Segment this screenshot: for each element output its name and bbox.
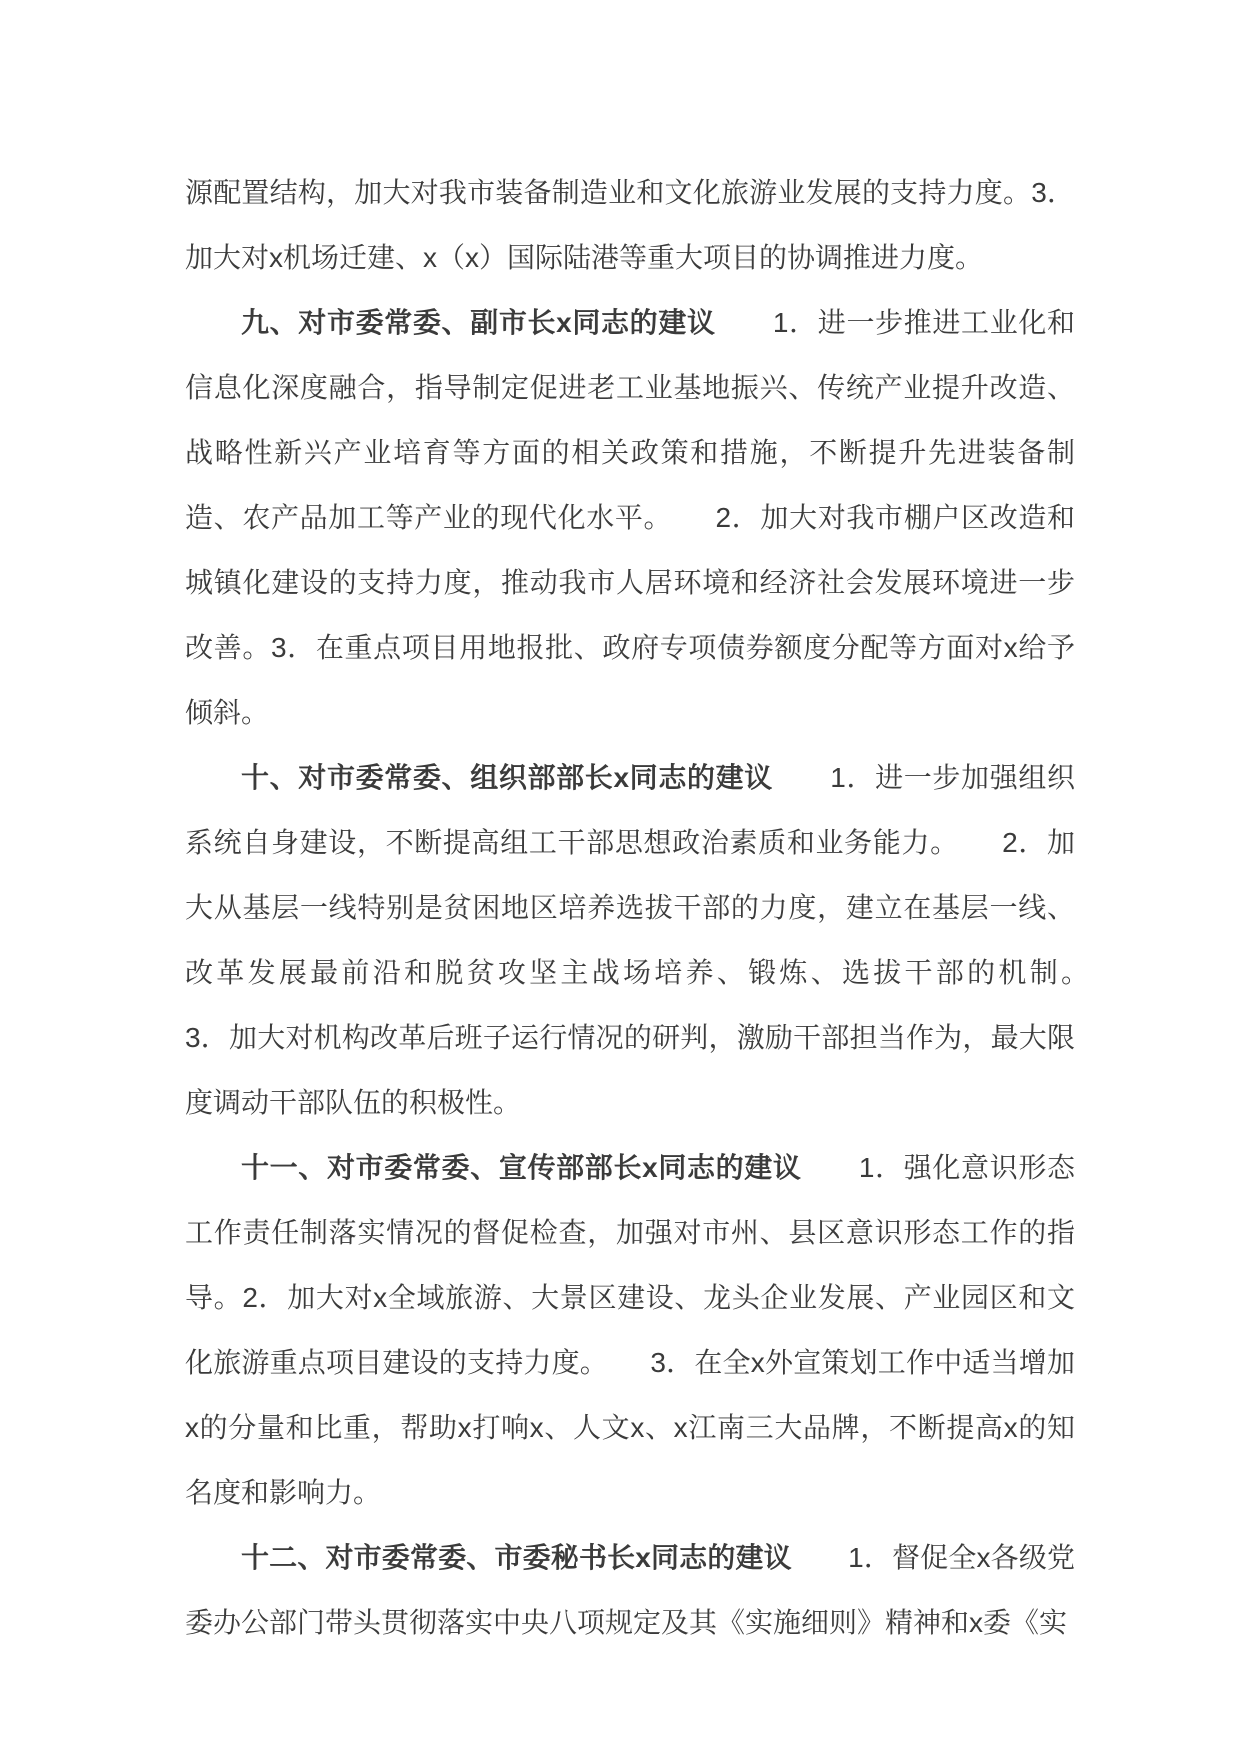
paragraph-text: 1．进一步加强组织系统自身建设，不断提高组工干部思想政治素质和业务能力。 2．加大从基层一线特别是贫困地区培养选拔干部的力度，建立在基层一线、改革发展最前沿和脱贫攻坚主战场培养、锻炼、选拔干部的机制。 3．加大对机构改革后班子运行情况的研判，激励干部担当作为，最大限度调动干部队伍的积极性。 — [185, 762, 1132, 1118]
paragraph-text: 1．进一步推进工业化和信息化深度融合，指导制定促进老工业基地振兴、传统产业提升改造、战略性新兴产业培育等方面的相关政策和措施，不断提升先进装备制造、农产品加工等产业的现代化水平。 2．加大对我市棚户区改造和城镇化建设的支持力度，推动我市人居环境和经济社会发展环境进一步改善。3．在重点项目用地报批、政府专项债券额度分配等方面对x给予倾斜。 — [185, 307, 1075, 728]
paragraph — [185, 290, 1075, 745]
paragraph-text: 源配置结构，加大对我市装备制造业和文化旅游业发展的支持力度。3．加大对x机场迁建、x（x）国际陆港等重大项目的协调推进力度。 — [185, 177, 1075, 273]
section-heading: 十一、对市委常委、宣传部部长x同志的建议 — [241, 1152, 802, 1183]
section-heading: 九、对市委常委、副市长x同志的建议 — [241, 307, 716, 338]
section-heading: 十二、对市委常委、市委秘书长x同志的建议 — [241, 1542, 792, 1573]
paragraph — [185, 1135, 1075, 1525]
paragraph — [185, 1525, 1075, 1655]
paragraph — [185, 745, 1132, 1135]
paragraph-text: 1．督促全x各级党委办公部门带头贯彻落实中央八项规定及其《实施细则》精神和x委《实 — [185, 1542, 1076, 1638]
paragraph — [185, 160, 1075, 290]
paragraph-text: 1．强化意识形态工作责任制落实情况的督促检查，加强对市州、县区意识形态工作的指导。2．加大对x全域旅游、大景区建设、龙头企业发展、产业园区和文化旅游重点项目建设的支持力度。 3．在全x外宣策划工作中适当增加x的分量和比重，帮助x打响x、人文x、x江南三大品牌，不断提高x的知名度和影响力。 — [185, 1152, 1075, 1508]
section-heading: 十、对市委常委、组织部部长x同志的建议 — [241, 762, 773, 793]
